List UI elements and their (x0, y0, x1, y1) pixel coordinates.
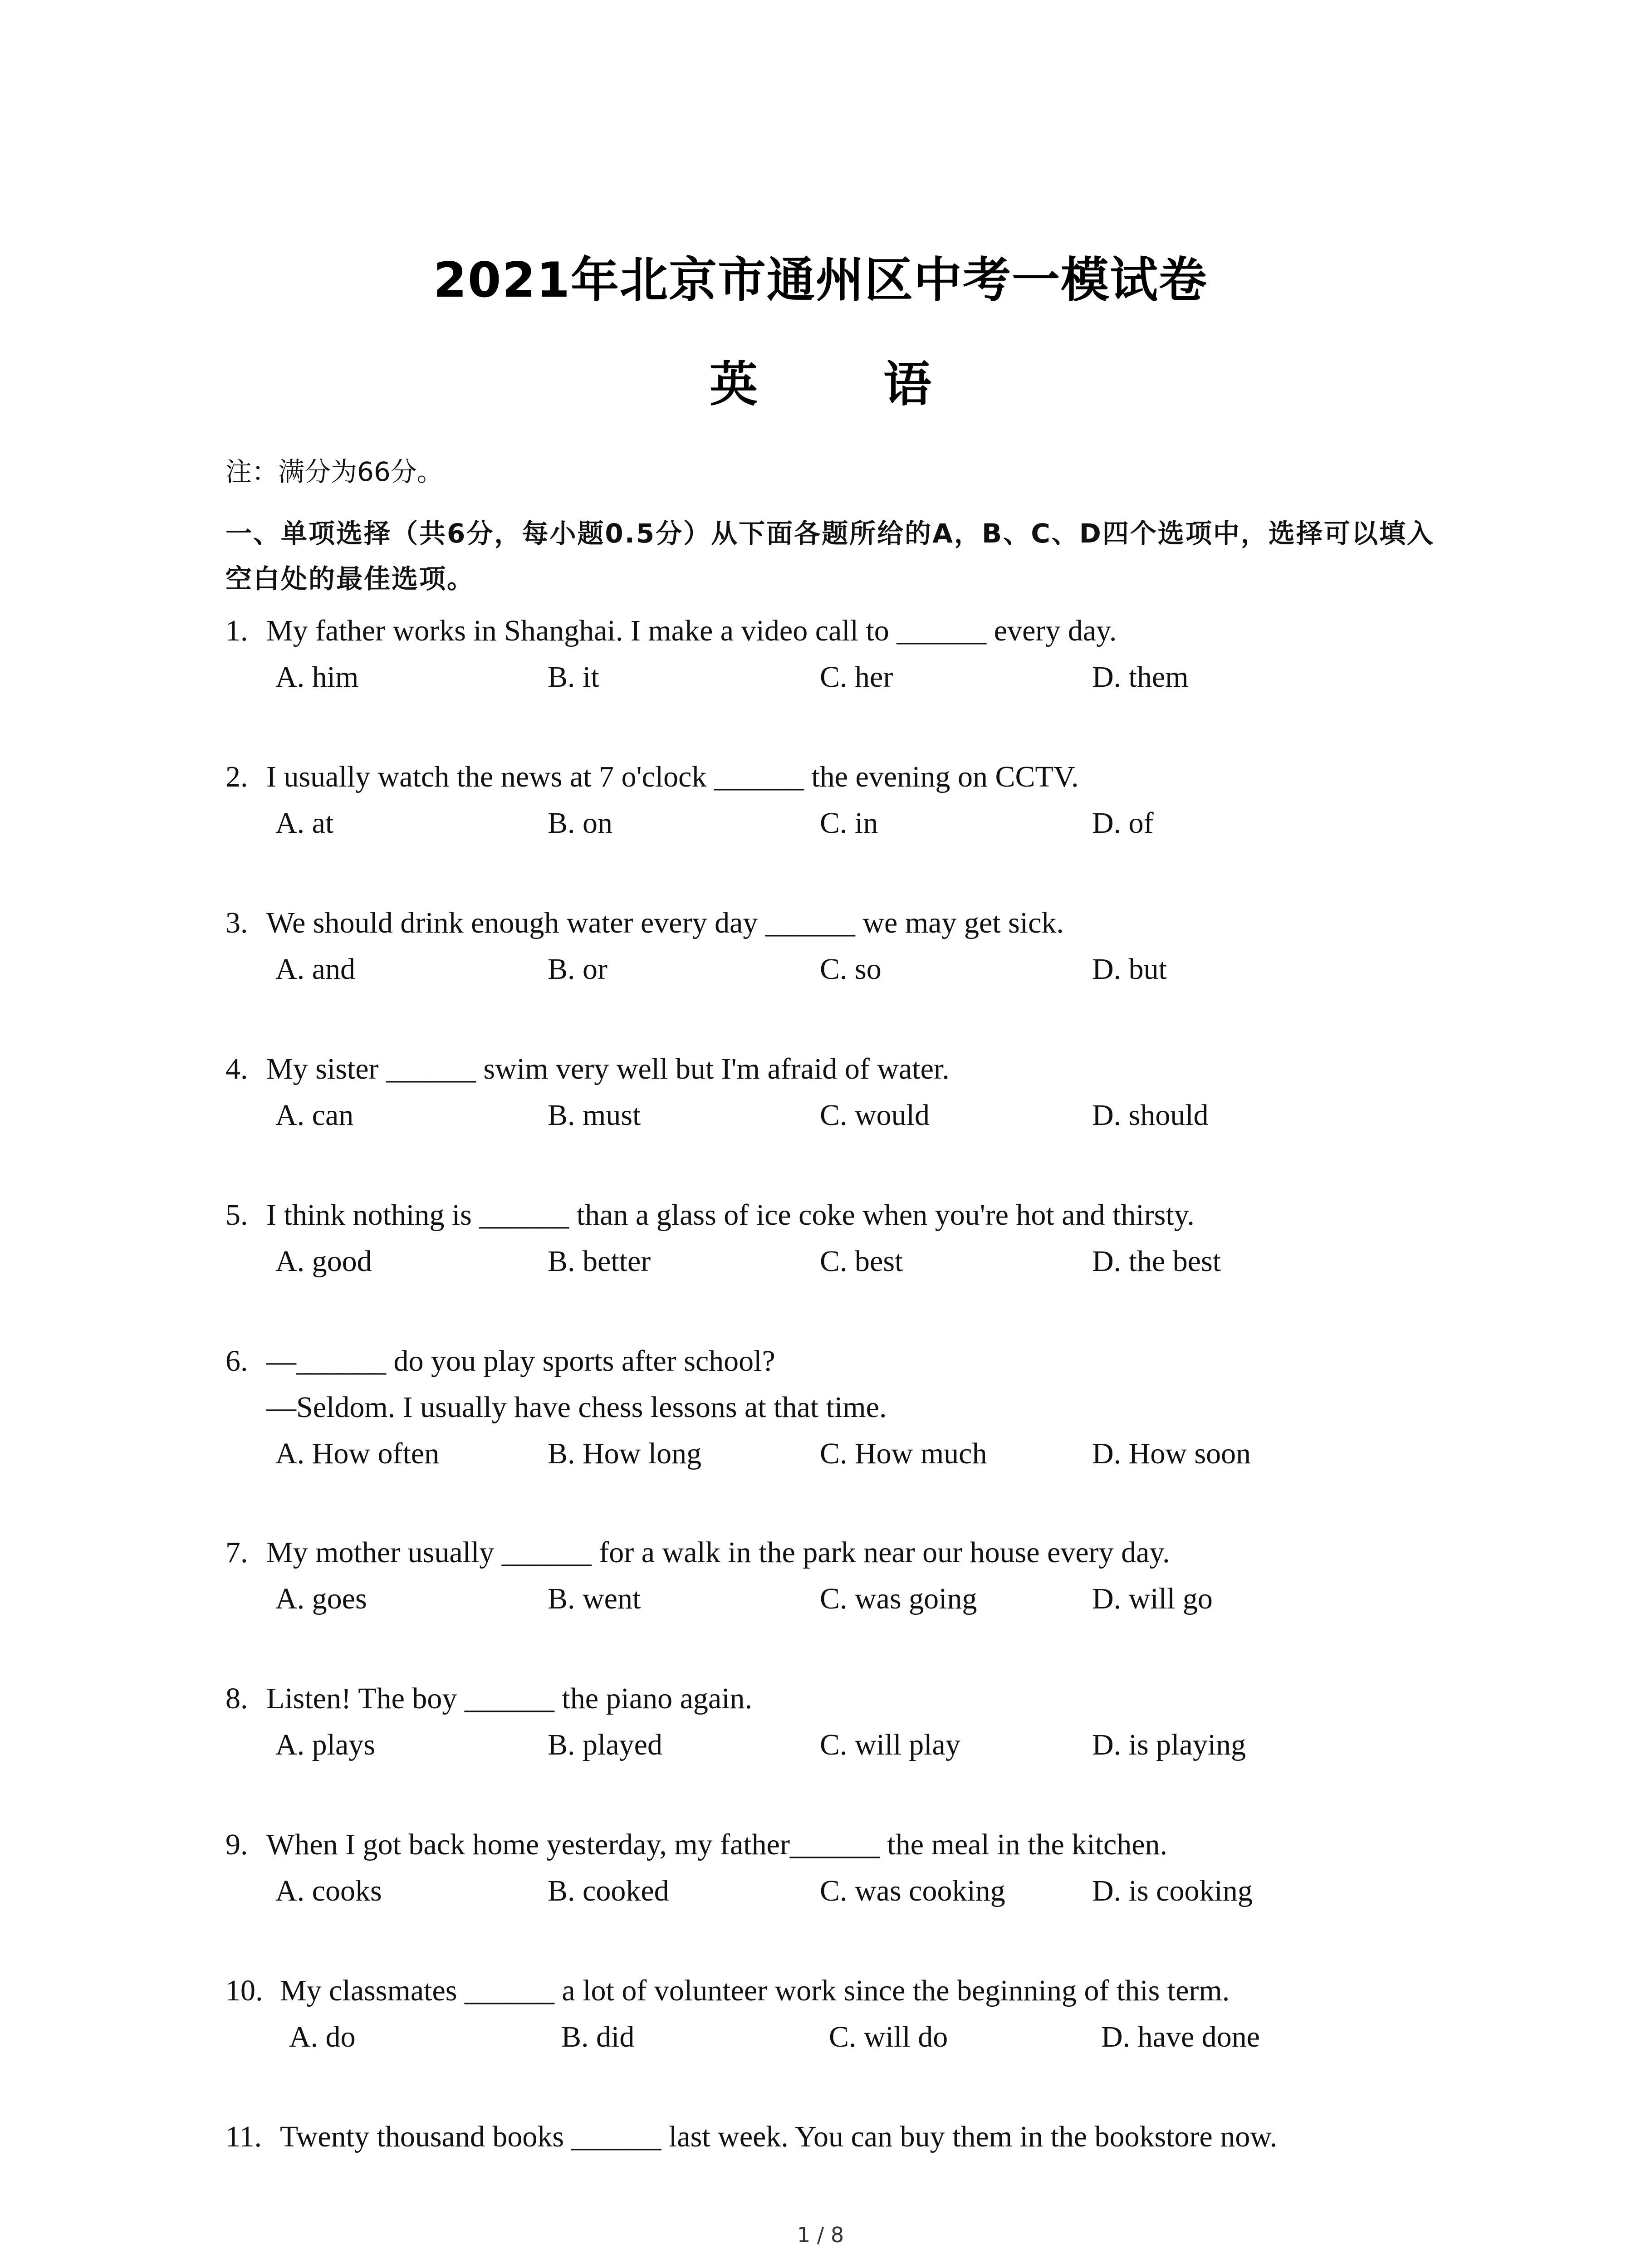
answer-option: D. How soon (1092, 1437, 1251, 1470)
answer-option: D. is cooking (1092, 1874, 1253, 1907)
answer-option: A. and (275, 953, 355, 986)
question-item (225, 1530, 1450, 1622)
question-stem (225, 900, 1450, 946)
answer-option: D. but (1092, 953, 1167, 986)
question-line (225, 1384, 1450, 1431)
question-text: When I got back home yesterday, my father______ the meal in the kitchen. (266, 1828, 1168, 1861)
question-item (225, 608, 1450, 700)
question-stem (225, 1338, 1450, 1431)
question-line (225, 608, 1450, 654)
answer-option: A. How often (275, 1437, 440, 1470)
subject-title: 英 语 (710, 357, 986, 412)
answer-option: A. cooks (275, 1874, 382, 1907)
answer-option: B. How long (548, 1437, 702, 1470)
question-line (225, 1530, 1450, 1576)
question-text: —______ do you play sports after school? (266, 1344, 775, 1378)
question-line (225, 1338, 1450, 1384)
answer-option: B. did (561, 2020, 635, 2053)
answer-option: C. was cooking (820, 1874, 1005, 1907)
answer-option: D. should (1092, 1099, 1209, 1132)
question-number: 7. (225, 1536, 248, 1569)
page-number: 1 / 8 (797, 2223, 844, 2247)
question-line (225, 2114, 1450, 2160)
answer-option: D. them (1092, 660, 1189, 694)
answer-option: B. or (548, 953, 607, 986)
answer-option: B. on (548, 807, 613, 840)
question-stem (225, 1822, 1450, 1868)
answer-option: B. cooked (548, 1874, 669, 1907)
option-row (225, 800, 1450, 846)
answer-option: A. can (275, 1099, 354, 1132)
question-line (225, 900, 1450, 946)
question-stem (225, 1968, 1450, 2014)
answer-option: D. of (1092, 807, 1154, 840)
section-heading: 一、单项选择（共6分，每小题0.5分）从下面各题所给的A，B、C、D四个选项中，选择可以填入空白处的最佳选项。 (225, 518, 1435, 594)
question-item (225, 1968, 1450, 2060)
question-line (225, 1192, 1450, 1238)
question-number: 3. (225, 906, 248, 939)
answer-option: C. so (820, 953, 882, 986)
question-text: I think nothing is ______ than a glass of ice coke when you're hot and thirsty. (266, 1198, 1195, 1232)
question-number: 8. (225, 1682, 248, 1715)
question-stem (225, 1676, 1450, 1722)
answer-option: D. will go (1092, 1582, 1213, 1615)
option-row (225, 2014, 1450, 2060)
question-text: My classmates ______ a lot of volunteer work since the beginning of this term. (280, 1974, 1230, 2007)
answer-option: C. will do (829, 2020, 948, 2053)
option-row (225, 1238, 1450, 1285)
question-stem (225, 754, 1450, 800)
question-line (225, 1046, 1450, 1092)
question-number: 9. (225, 1828, 248, 1861)
question-stem (225, 2114, 1450, 2160)
question-line (225, 754, 1450, 800)
question-line (225, 1822, 1450, 1868)
score-note: 注：满分为66分。 (225, 456, 443, 487)
answer-option: B. better (548, 1245, 651, 1278)
question-item (225, 754, 1450, 846)
option-row (225, 1722, 1450, 1768)
question-item (225, 1822, 1450, 1914)
answer-option: B. played (548, 1728, 662, 1761)
question-stem (225, 1530, 1450, 1576)
answer-option: B. must (548, 1099, 641, 1132)
option-row (225, 1868, 1450, 1914)
answer-option: B. went (548, 1582, 641, 1615)
answer-option: A. at (275, 807, 334, 840)
question-number: 6. (225, 1344, 248, 1378)
answer-option: A. him (275, 660, 359, 694)
question-stem (225, 608, 1450, 654)
question-number: 11. (225, 2120, 262, 2153)
option-row (225, 1431, 1450, 1477)
question-text: Listen! The boy ______ the piano again. (266, 1682, 753, 1715)
question-item (225, 2114, 1450, 2160)
question-number: 5. (225, 1198, 248, 1232)
question-item (225, 1338, 1450, 1477)
answer-option: C. would (820, 1099, 930, 1132)
question-text: —Seldom. I usually have chess lessons at that time. (266, 1391, 887, 1424)
question-number: 10. (225, 1974, 263, 2007)
answer-option: D. the best (1092, 1245, 1221, 1278)
answer-option: C. was going (820, 1582, 977, 1615)
question-item (225, 1676, 1450, 1768)
answer-option: C. will play (820, 1728, 960, 1761)
answer-option: B. it (548, 660, 599, 694)
answer-option: A. good (275, 1245, 372, 1278)
answer-option: A. goes (275, 1582, 367, 1615)
question-text: My father works in Shanghai. I make a video call to ______ every day. (266, 614, 1117, 647)
answer-option: C. How much (820, 1437, 987, 1470)
answer-option: A. do (289, 2020, 356, 2053)
answer-option: C. in (820, 807, 878, 840)
option-row (225, 654, 1450, 700)
question-number: 4. (225, 1052, 248, 1085)
answer-option: C. her (820, 660, 893, 694)
answer-option: A. plays (275, 1728, 375, 1761)
answer-option: C. best (820, 1245, 903, 1278)
question-item (225, 1192, 1450, 1285)
question-number: 1. (225, 614, 248, 647)
question-text: My sister ______ swim very well but I'm afraid of water. (266, 1052, 950, 1085)
option-row (225, 1576, 1450, 1622)
question-text: My mother usually ______ for a walk in the park near our house every day. (266, 1536, 1170, 1569)
exam-title: 2021年北京市通州区中考一模试卷 (433, 252, 1208, 308)
answer-option: D. is playing (1092, 1728, 1246, 1761)
option-row (225, 946, 1450, 992)
question-item (225, 1046, 1450, 1139)
question-stem (225, 1046, 1450, 1092)
question-item (225, 900, 1450, 992)
question-line (225, 1968, 1450, 2014)
option-row (225, 1092, 1450, 1139)
question-text: Twenty thousand books ______ last week. You can buy them in the bookstore now. (280, 2120, 1278, 2153)
question-text: We should drink enough water every day ______ we may get sick. (266, 906, 1064, 939)
question-stem (225, 1192, 1450, 1238)
question-line (225, 1676, 1450, 1722)
question-number: 2. (225, 760, 248, 793)
question-text: I usually watch the news at 7 o'clock ______ the evening on CCTV. (266, 760, 1079, 793)
answer-option: D. have done (1101, 2020, 1260, 2053)
